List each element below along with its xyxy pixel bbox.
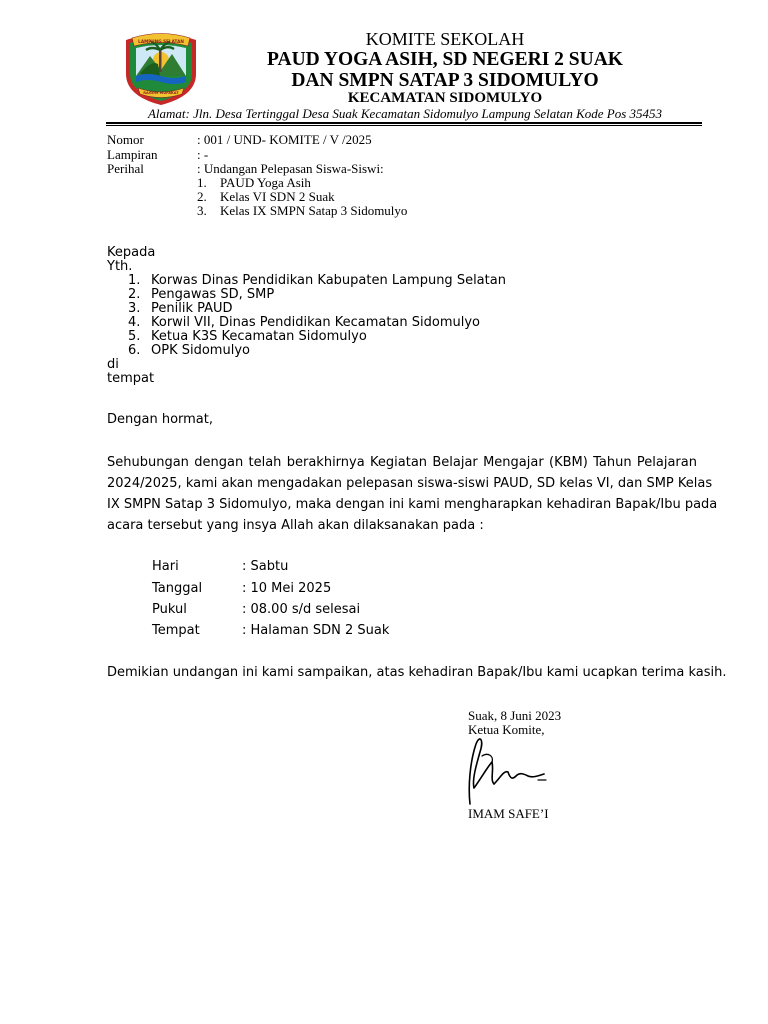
- event-value-date: : 10 Mei 2025: [242, 581, 332, 596]
- lampiran-label: Lampiran: [107, 147, 158, 162]
- nomor-value: : 001 / UND- KOMITE / V /2025: [197, 132, 372, 147]
- recipient-number: 2.: [128, 287, 141, 302]
- body-paragraph-line: acara tersebut yang insya Allah akan dilaksanakan pada :: [107, 518, 484, 533]
- perihal-item-text: PAUD Yoga Asih: [220, 175, 311, 190]
- header-divider-thin: [106, 125, 702, 126]
- recipient-number: 3.: [128, 301, 141, 316]
- recipient-item: Ketua K3S Kecamatan Sidomulyo: [151, 329, 367, 344]
- handwritten-signature: [458, 722, 558, 810]
- lampiran-value: : -: [197, 147, 209, 162]
- event-label-day: Hari: [152, 559, 179, 574]
- regency-logo: [118, 30, 204, 106]
- recipient-item: Korwil VII, Dinas Pendidikan Kecamatan Sidomulyo: [151, 315, 480, 330]
- address-line: Alamat: Jln. Desa Tertinggal Desa Suak Kecamatan Sidomulyo Lampung Selatan Kode Pos 35453: [147, 106, 663, 121]
- signer-role: Ketua Komite,: [468, 722, 545, 737]
- header-divider-thick: [106, 122, 702, 124]
- school-line-1: PAUD YOGA ASIH, SD NEGERI 2 SUAK: [267, 49, 623, 70]
- logo-bottom-text: RAGOM MUFAKAT: [143, 91, 179, 95]
- greeting: Dengan hormat,: [107, 412, 214, 427]
- school-line-2: DAN SMPN SATAP 3 SIDOMULYO: [291, 70, 599, 91]
- nomor-label: Nomor: [107, 132, 144, 147]
- recipient-number: 6.: [128, 343, 141, 358]
- perihal-item-number: 1.: [197, 175, 207, 190]
- recipient-item: Penilik PAUD: [151, 301, 233, 316]
- perihal-item-number: 3.: [197, 203, 207, 218]
- perihal-item-text: Kelas VI SDN 2 Suak: [220, 189, 335, 204]
- event-label-place: Tempat: [152, 623, 200, 638]
- event-value-place: : Halaman SDN 2 Suak: [242, 623, 390, 638]
- recipient-number: 1.: [128, 273, 141, 288]
- signer-name: IMAM SAFE’I: [468, 806, 549, 821]
- place-date: Suak, 8 Juni 2023: [468, 708, 562, 723]
- recipient-item: Pengawas SD, SMP: [151, 287, 275, 302]
- event-value-time: : 08.00 s/d selesai: [242, 602, 361, 617]
- body-paragraph-line: IX SMPN Satap 3 Sidomulyo, maka dengan ini kami mengharapkan kehadiran Bapak/Ibu pada: [107, 497, 718, 512]
- body-paragraph-line: 2024/2025, kami akan mengadakan pelepasan siswa-siswi PAUD, SD kelas VI, dan SMP Kelas: [107, 476, 713, 491]
- recipient-item: Korwas Dinas Pendidikan Kabupaten Lampung Selatan: [151, 273, 506, 288]
- closing-sentence: Demikian undangan ini kami sampaikan, atas kehadiran Bapak/Ibu kami ucapkan terima kasih.: [107, 665, 727, 680]
- district-line: KECAMATAN SIDOMULYO: [347, 90, 543, 106]
- recipient-item: OPK Sidomulyo: [151, 343, 250, 358]
- tempat-label: tempat: [107, 371, 155, 386]
- logo-top-text: LAMPUNG SELATAN: [138, 39, 184, 44]
- di-label: di: [107, 357, 119, 372]
- yth-label: Yth.: [107, 259, 133, 274]
- body-paragraph-line: Sehubungan dengan telah berakhirnya Kegiatan Belajar Mengajar (KBM) Tahun Pelajaran: [107, 455, 697, 470]
- perihal-item-number: 2.: [197, 189, 207, 204]
- perihal-item-text: Kelas IX SMPN Satap 3 Sidomulyo: [220, 203, 408, 218]
- kepada-label: Kepada: [107, 245, 156, 260]
- perihal-value: : Undangan Pelepasan Siswa-Siswi:: [197, 161, 384, 176]
- recipient-number: 4.: [128, 315, 141, 330]
- event-value-day: : Sabtu: [242, 559, 289, 574]
- event-label-time: Pukul: [152, 602, 187, 617]
- event-label-date: Tanggal: [152, 581, 203, 596]
- recipient-number: 5.: [128, 329, 141, 344]
- perihal-label: Perihal: [107, 161, 144, 176]
- committee-title: KOMITE SEKOLAH: [365, 29, 525, 49]
